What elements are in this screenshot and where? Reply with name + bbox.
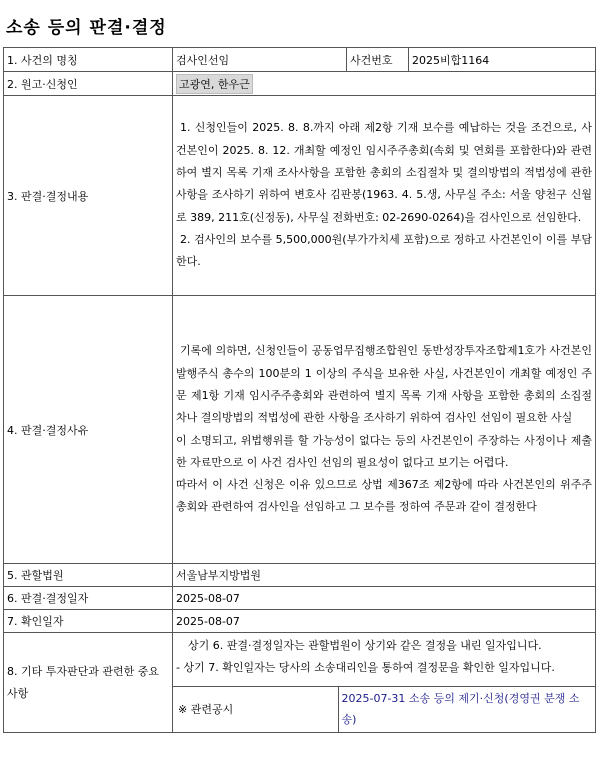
other-label: 8. 기타 투자판단과 관련한 중요사항: [4, 633, 173, 733]
ruling-date-label: 6. 판결·결정일자: [4, 587, 173, 610]
ruling-paragraph: 2. 검사인의 보수를 5,500,000원(부가가치세 포함)으로 정하고 사건본인이 이를 부담한다.: [176, 232, 592, 269]
other-paragraph: 상기 6. 판결·결정일자는 관할법원이 상기와 같은 결정을 내린 일자입니다.: [188, 639, 542, 652]
related-disclosure-label: ※ 관련공시: [173, 686, 338, 732]
related-disclosure-table: [173, 686, 595, 733]
reason-paragraph: 이 소명되고, 위법행위를 할 가능성이 없다는 등의 사건본인이 주장하는 사정이나 제출한 자료만으로 이 사건 검사인 선임의 필요성이 없다고 보기는 어렵다.: [176, 433, 592, 469]
row-ruling-date: [4, 587, 596, 610]
row-applicant: [4, 72, 596, 96]
row-court: [4, 564, 596, 587]
other-content: [173, 633, 596, 733]
reason-paragraph: 따라서 이 사건 신청은 이유 있으므로 상법 제367조 제2항에 따라 사건본인의 위주주총회와 관련하여 검사인을 선임하고 그 보수를 정하여 주문과 같이 결정한다: [176, 478, 592, 514]
ruling-paragraph: 1. 신청인들이 2025. 8. 8.까지 아래 제2항 기재 보수를 예납하는 것을 조건으로, 사건본인이 2025. 8. 12. 개최할 예정인 임시주주총회(속회 및 연회를 포함한다)와 관련하여 별지 목록 기재 조사사항을 포함한 총회의 소집절차 및 결의방법의 적법성에 관한 사항을 조사하기 위하여 변호사 김판봉(1963. 4. 5.생, 사무실 주소: 서울 양천구 신월로 389, 211호(신정동), 사무실 전화번호: 02-2690-0264)을 검사인으로 선임한다.: [176, 121, 592, 224]
row-case-name: [4, 48, 596, 72]
applicant-label: 2. 원고·신청인: [4, 72, 173, 96]
disclosure-table: [3, 47, 596, 733]
case-name-label: 1. 사건의 명칭: [4, 48, 173, 72]
case-number-label: 사건번호: [347, 48, 409, 72]
case-name-value: 검사인선임: [173, 48, 347, 72]
case-number-value: 2025비합1164: [409, 48, 596, 72]
applicant-cell: [173, 72, 596, 96]
other-paragraph: - 상기 7. 확인일자는 당사의 소송대리인을 통하여 결정문을 확인한 일자입니다.: [176, 661, 555, 675]
reason-label: 4. 판결·결정사유: [4, 296, 173, 564]
ruling-content: [173, 96, 596, 296]
court-label: 5. 관할법원: [4, 564, 173, 587]
reason-content: [173, 296, 596, 564]
row-confirm-date: [4, 610, 596, 633]
confirm-date-label: 7. 확인일자: [4, 610, 173, 633]
row-other: [4, 633, 596, 733]
row-ruling: [4, 96, 596, 296]
related-disclosure-link[interactable]: 2025-07-31 소송 등의 제기·신청(경영권 분쟁 소송): [338, 686, 595, 732]
applicant-value: 고광연, 한우근: [176, 74, 253, 94]
ruling-label: 3. 판결·결정내용: [4, 96, 173, 296]
court-value: 서울남부지방법원: [173, 564, 596, 587]
ruling-date-value: 2025-08-07: [173, 587, 596, 610]
confirm-date-value: 2025-08-07: [173, 610, 596, 633]
page-title: 소송 등의 판결·결정: [6, 18, 167, 38]
reason-paragraph: 기록에 의하면, 신청인들이 공동업무집행조합원인 동반성장투자조합제1호가 사건본인 발행주식 총수의 100분의 1 이상의 주식을 보유한 사실, 사건본인이 개최할 예정인 주문 제1항 기재 임시주주총회와 관련하여 별지 목록 기재 사항을 포함한 총회의 소집절차나 결의방법의 적법성에 관한 사항을 조사하기 위하여 검사인 선임이 필요한 사실: [176, 344, 592, 425]
row-reason: [4, 296, 596, 564]
